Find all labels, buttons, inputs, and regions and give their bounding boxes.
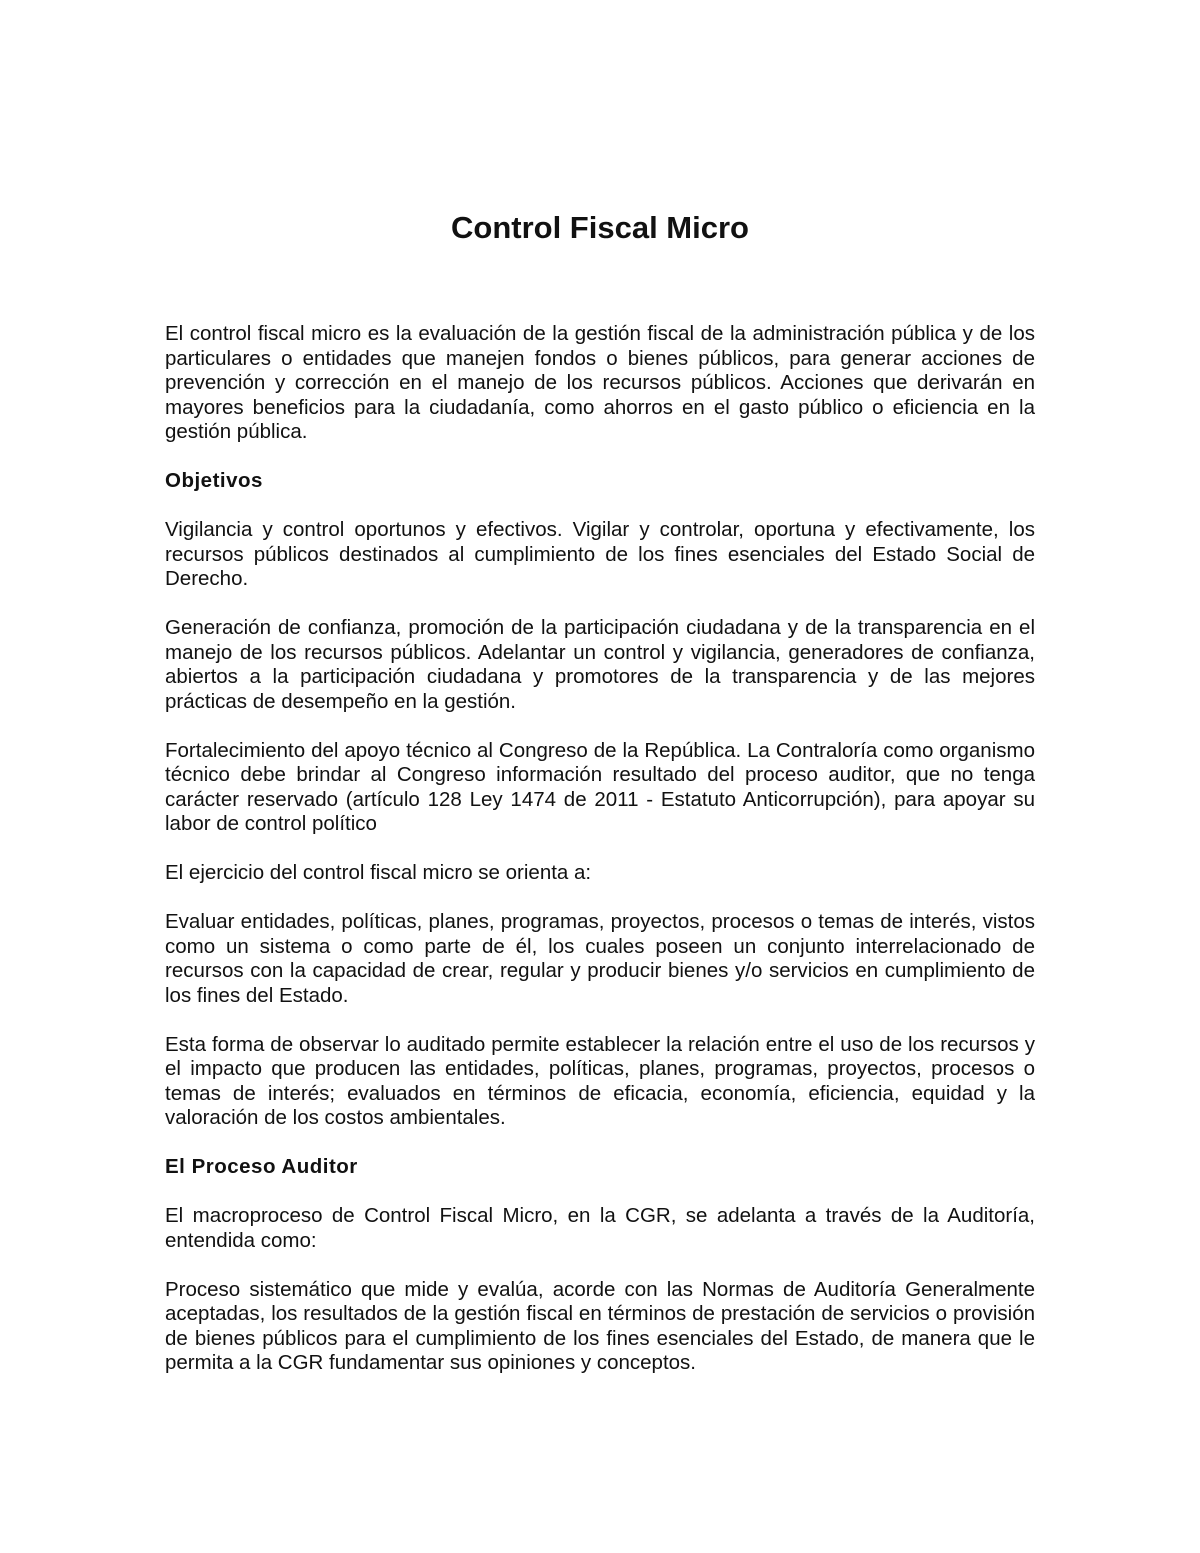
document-title: Control Fiscal Micro — [451, 210, 749, 245]
objetivos-paragraph-1: Vigilancia y control oportunos y efectivos. Vigilar y controlar, oportuna y efectivamente, los recursos públicos destinados al cumplimiento de los fines esenciales del Estado Social de Derecho. — [165, 518, 1035, 590]
objetivos-paragraph-3: Fortalecimiento del apoyo técnico al Congreso de la República. La Contraloría como organismo técnico debe brindar al Congreso información resultado del proceso auditor, que no tenga carácter reservado (artículo 128 Ley 1474 de 2011 - Estatuto Anticorrupción), para apoyar su labor de control político — [165, 738, 1035, 835]
document-body — [165, 322, 1035, 1400]
objetivos-paragraph-4: El ejercicio del control fiscal micro se orienta a: — [165, 861, 592, 884]
section-heading-proceso-auditor: El Proceso Auditor — [165, 1155, 358, 1178]
section-heading-objetivos: Objetivos — [165, 469, 263, 492]
proceso-paragraph-1: El macroproceso de Control Fiscal Micro, en la CGR, se adelanta a través de la Auditoría, entendida como: — [165, 1204, 1035, 1252]
objetivos-paragraph-5: Evaluar entidades, políticas, planes, programas, proyectos, procesos o temas de interés, vistos como un sistema o como parte de él, los cuales poseen un conjunto interrelacionado de recursos con la capacidad de crear, regular y producir bienes y/o servicios en cumplimiento de los fines del Estado. — [165, 910, 1035, 1007]
intro-paragraph: El control fiscal micro es la evaluación de la gestión fiscal de la administración pública y de los particulares o entidades que manejen fondos o bienes públicos, para generar acciones de prevención y corrección en el manejo de los recursos públicos. Acciones que derivarán en mayores beneficios para la ciudadanía, como ahorros en el gasto público o eficiencia en la gestión pública. — [165, 322, 1035, 443]
objetivos-paragraph-6: Esta forma de observar lo auditado permite establecer la relación entre el uso de los recursos y el impacto que producen las entidades, políticas, planes, programas, proyectos, procesos o temas de interés; evaluados en términos de eficacia, economía, eficiencia, equidad y la valoración de los costos ambientales. — [165, 1032, 1035, 1129]
objetivos-paragraph-2: Generación de confianza, promoción de la participación ciudadana y de la transparencia en el manejo de los recursos públicos. Adelantar un control y vigilancia, generadores de confianza, abiertos a la participación ciudadana y promotores de la transparencia y de las mejores prácticas de desempeño en la gestión. — [165, 616, 1035, 713]
proceso-paragraph-2: Proceso sistemático que mide y evalúa, acorde con las Normas de Auditoría Generalmente aceptadas, los resultados de la gestión fiscal en términos de prestación de servicios o provisión de bienes públicos para el cumplimiento de los fines esenciales del Estado, de manera que le permita a la CGR fundamentar sus opiniones y conceptos. — [165, 1277, 1035, 1374]
